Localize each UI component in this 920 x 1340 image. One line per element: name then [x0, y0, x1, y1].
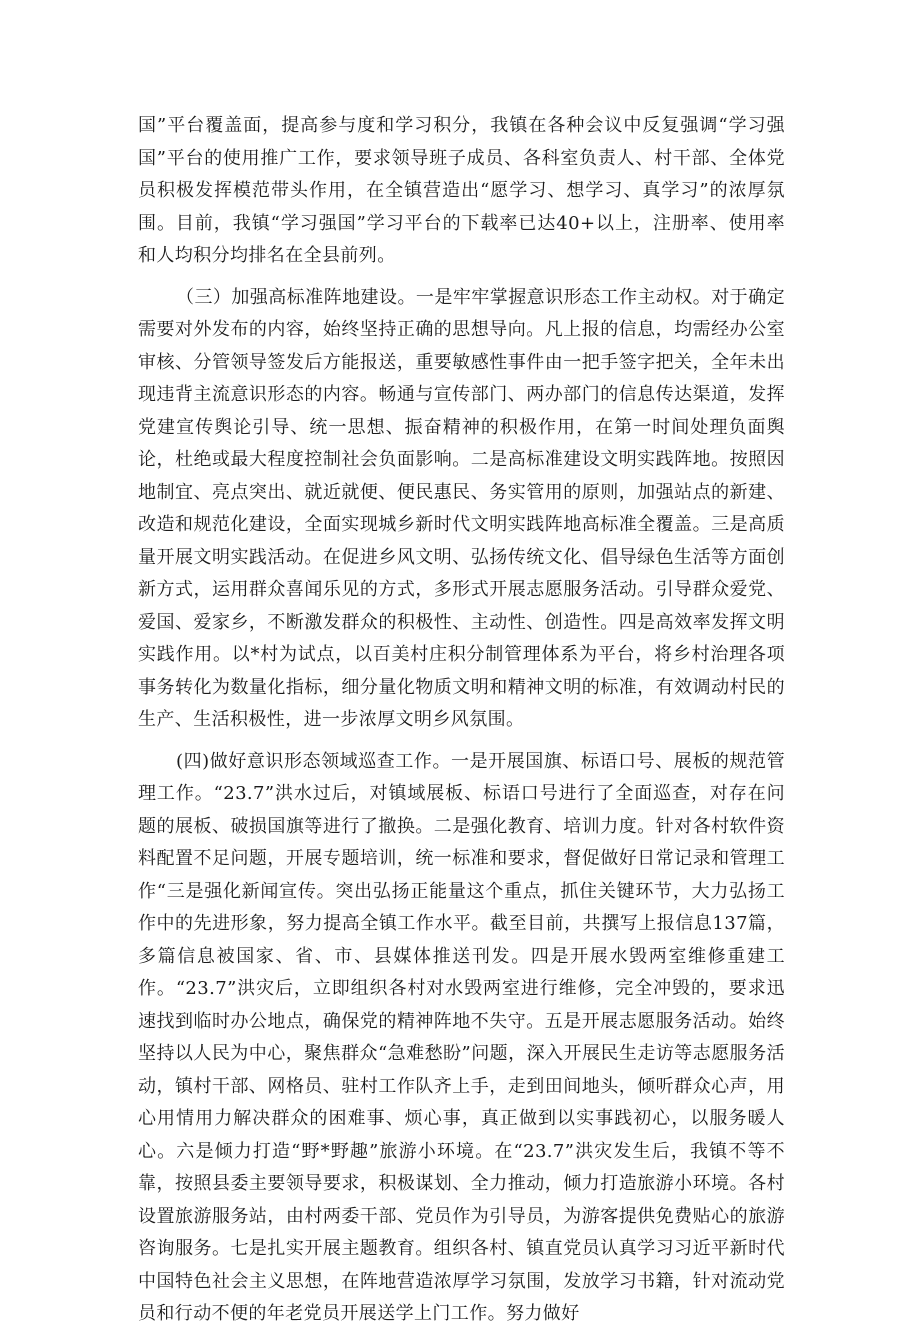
document-body [138, 110, 785, 1340]
paragraph-section-3: （三）加强高标准阵地建设。一是牢牢掌握意识形态工作主动权。对于确定需要对外发布的内容，始终坚持正确的思想导向。凡上报的信息，均需经办公室审核、分管领导签发后方能报送，重要敏感性事件由一把手签字把关，全年未出现违背主流意识形态的内容。畅通与宣传部门、两办部门的信息传达渠道，发挥党建宣传舆论引导、统一思想、振奋精神的积极作用，在第一时间处理负面舆论，杜绝或最大程度控制社会负面影响。二是高标准建设文明实践阵地。按照因地制宜、亮点突出、就近就便、便民惠民、务实管用的原则，加强站点的新建、改造和规范化建设，全面实现城乡新时代文明实践阵地高标准全覆盖。三是高质量开展文明实践活动。在促进乡风文明、弘扬传统文化、倡导绿色生活等方面创新方式，运用群众喜闻乐见的方式，多形式开展志愿服务活动。引导群众爱党、爱国、爱家乡，不断激发群众的积极性、主动性、创造性。四是高效率发挥文明实践作用。以*村为试点，以百美村庄积分制管理体系为平台，将乡村治理各项事务转化为数量化指标，细分量化物质文明和精神文明的标准，有效调动村民的生产、生活积极性，进一步浓厚文明乡风氛围。 [138, 286, 785, 730]
paragraph-continuation: 国”平台覆盖面，提高参与度和学习积分，我镇在各种会议中反复强调“学习强国”平台的使用推广工作，要求领导班子成员、各科室负责人、村干部、全体党员积极发挥模范带头作用，在全镇营造出“愿学习、想学习、真学习”的浓厚氛围。目前，我镇“学习强国”学习平台的下载率已达40+以上，注册率、使用率和人均积分均排名在全县前列。 [138, 115, 785, 266]
paragraph-section-4: (四)做好意识形态领域巡查工作。一是开展国旗、标语口号、展板的规范管理工作。“23.7”洪水过后，对镇域展板、标语口号进行了全面巡查，对存在问题的展板、破损国旗等进行了撤换。二是强化教育、培训力度。针对各村软件资料配置不足问题，开展专题培训，统一标准和要求，督促做好日常记录和管理工作“三是强化新闻宣传。突出弘扬正能量这个重点，抓住关键环节，大力弘扬工作中的先进形象，努力提高全镇工作水平。截至目前，共撰写上报信息137篇，多篇信息被国家、省、市、县媒体推送刊发。四是开展水毁两室维修重建工作。“23.7”洪灾后，立即组织各村对水毁两室进行维修，完全冲毁的，要求迅速找到临时办公地点，确保党的精神阵地不失守。五是开展志愿服务活动。始终坚持以人民为中心，聚焦群众“急难愁盼”问题，深入开展民生走访等志愿服务活动，镇村干部、网格员、驻村工作队齐上手，走到田间地头，倾听群众心声，用心用情用力解决群众的困难事、烦心事，真正做到以实事践初心，以服务暖人心。六是倾力打造“野*野趣”旅游小环境。在“23.7”洪灾发生后，我镇不等不靠，按照县委主要领导要求，积极谋划、全力推动，倾力打造旅游小环境。各村设置旅游服务站，由村两委干部、党员作为引导员，为游客提供免费贴心的旅游咨询服务。七是扎实开展主题教育。组织各村、镇直党员认真学习习近平新时代中国特色社会主义思想，在阵地营造浓厚学习氛围，发放学习书籍，针对流动党员和行动不便的年老党员开展送学上门工作。努力做好 [138, 750, 785, 1324]
